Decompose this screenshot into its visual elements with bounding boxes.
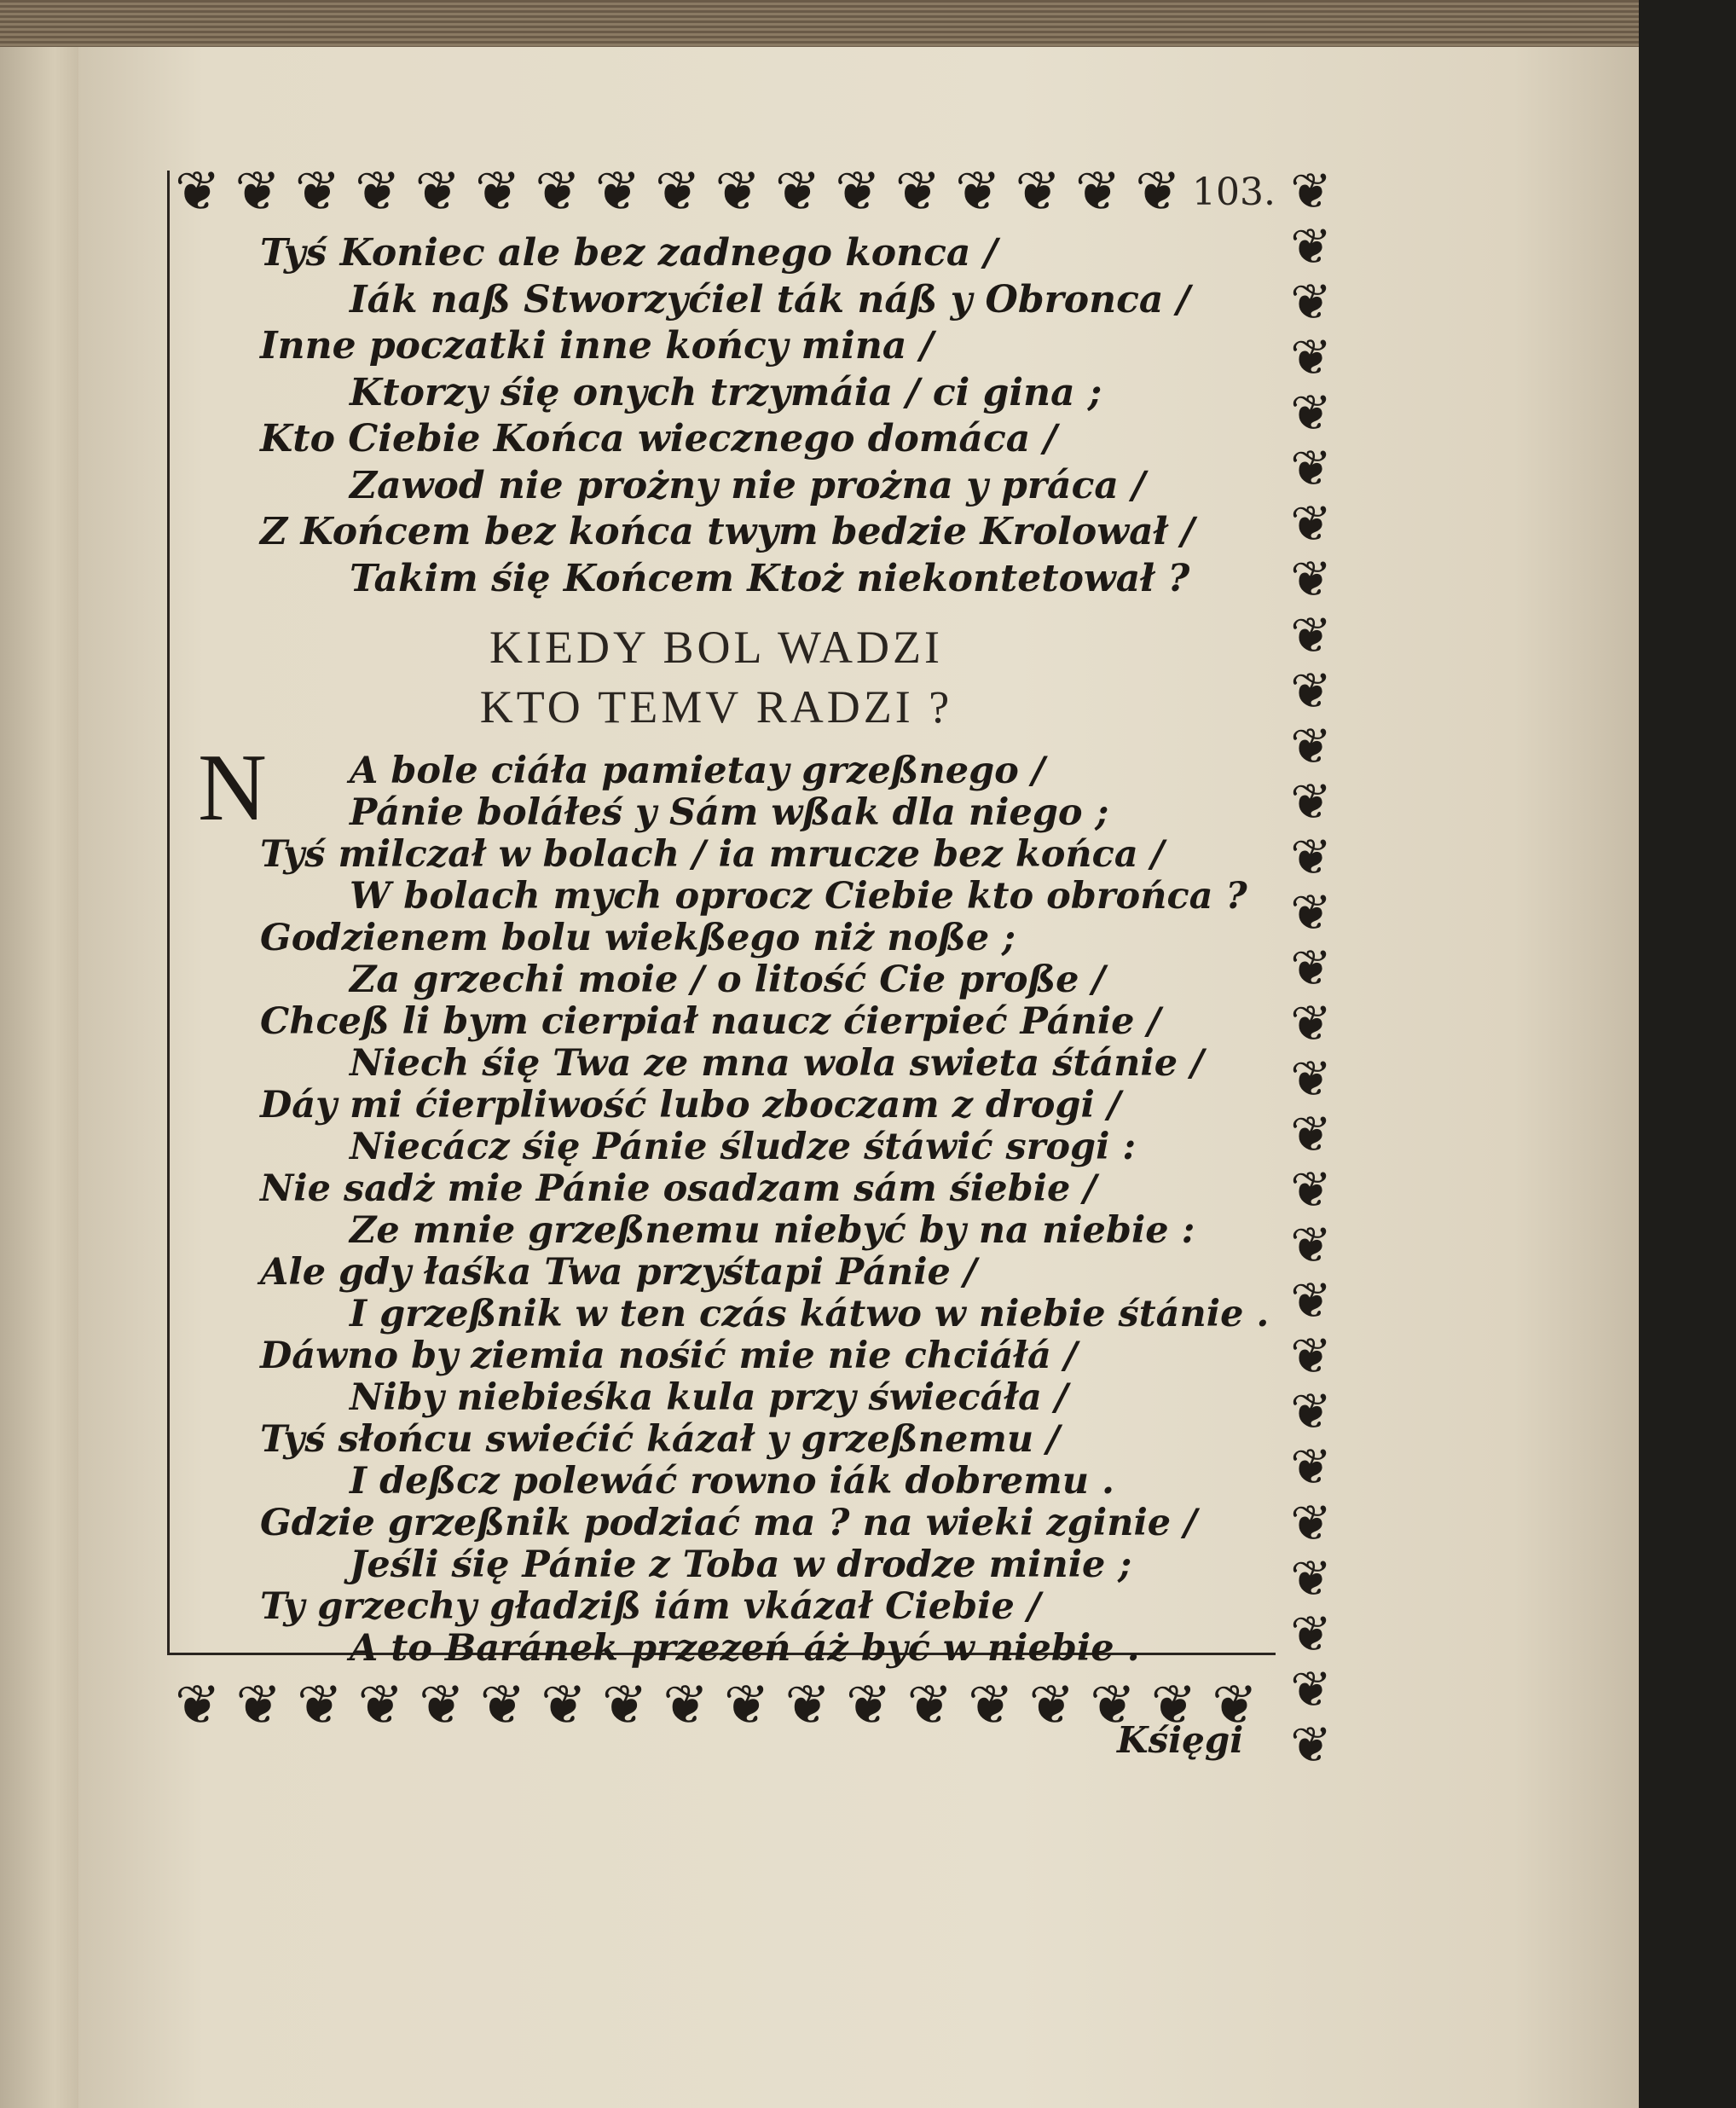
verse-line: Inne poczatki inne końcy mina / — [260, 324, 934, 368]
fleuron-ornament-icon: ❦ — [414, 160, 461, 223]
section-heading-line-1: KIEDY BOL WADZI — [489, 622, 943, 673]
fleuron-ornament-icon: ❦ — [1290, 1659, 1332, 1718]
fleuron-ornament-icon: ❦ — [1074, 160, 1121, 223]
fleuron-ornament-icon: ❦ — [234, 160, 281, 223]
fleuron-ornament-icon: ❦ — [1290, 772, 1332, 831]
fleuron-ornament-icon: ❦ — [1290, 1604, 1332, 1663]
verse-line: Kto Ciebie Końca wiecznego domáca / — [260, 417, 1057, 460]
fleuron-ornament-icon: ❦ — [357, 1674, 404, 1737]
poem-line: Dáwno by ziemia nośić mie nie chciáłá / — [260, 1335, 1078, 1377]
fleuron-ornament-icon: ❦ — [474, 160, 521, 223]
fleuron-ornament-icon: ❦ — [1290, 716, 1332, 775]
fleuron-ornament-icon: ❦ — [1212, 1674, 1258, 1737]
fleuron-ornament-icon: ❦ — [479, 1674, 526, 1737]
fleuron-ornament-icon: ❦ — [1290, 1715, 1332, 1769]
poem-body — [260, 750, 1270, 1670]
poem-line: A bole ciáła pamietay grzeßnego / — [350, 750, 1045, 792]
fleuron-ornament-icon: ❦ — [968, 1674, 1014, 1737]
fleuron-ornament-icon: ❦ — [541, 1674, 587, 1737]
fleuron-ornament-icon: ❦ — [535, 160, 581, 223]
fleuron-ornament-icon: ❦ — [846, 1674, 892, 1737]
catchword: Kśięgi — [1117, 1719, 1244, 1761]
ornament-border-bottom — [175, 1659, 1258, 1752]
fleuron-ornament-icon: ❦ — [175, 160, 221, 223]
fleuron-ornament-icon: ❦ — [1290, 550, 1332, 609]
poem-line: Nie sadż mie Pánie osadzam sám śiebie / — [260, 1167, 1097, 1210]
poem-line: Chceß li bym cierpiał naucz ćierpieć Pánie / — [260, 1000, 1161, 1043]
fleuron-ornament-icon: ❦ — [1290, 993, 1332, 1052]
fleuron-ornament-icon: ❦ — [1290, 1438, 1332, 1497]
poem-line: Godzienem bolu wiekßego niż noße ; — [260, 917, 1016, 959]
fleuron-ornament-icon: ❦ — [594, 160, 641, 223]
poem-line: Ty grzechy gładziß iám vkázał Ciebie / — [260, 1585, 1041, 1628]
fleuron-ornament-icon: ❦ — [835, 160, 881, 223]
poem-line: Dáy mi ćierpliwość lubo zboczam z drogi / — [260, 1084, 1121, 1126]
fleuron-ornament-icon: ❦ — [1028, 1674, 1075, 1737]
poem-line: Gdzie grzeßnik podziać ma ? na wieki zginie / — [260, 1502, 1197, 1544]
fleuron-ornament-icon: ❦ — [1290, 605, 1332, 664]
verse-line: Tyś Koniec ale bez zadnego konca / — [260, 231, 998, 275]
fleuron-ornament-icon: ❦ — [175, 1674, 221, 1737]
fleuron-ornament-icon: ❦ — [1290, 938, 1332, 997]
fleuron-ornament-icon: ❦ — [1150, 1674, 1197, 1737]
fleuron-ornament-icon: ❦ — [601, 1674, 648, 1737]
section-heading-line-2: KTO TEMV RADZI ? — [479, 681, 953, 733]
fleuron-ornament-icon: ❦ — [1290, 1327, 1332, 1386]
fleuron-ornament-icon: ❦ — [1290, 439, 1332, 498]
facing-page-edge — [0, 47, 80, 2108]
fleuron-ornament-icon: ❦ — [419, 1674, 465, 1737]
fleuron-ornament-icon: ❦ — [294, 160, 341, 223]
poem-line: Pánie boláłeś y Sám wßak dla niego ; — [350, 791, 1109, 834]
fleuron-ornament-icon: ❦ — [1290, 1216, 1332, 1275]
fleuron-ornament-icon: ❦ — [663, 1674, 709, 1737]
frame-rule-left — [167, 171, 170, 1654]
fleuron-ornament-icon: ❦ — [715, 160, 761, 223]
drop-cap: N — [198, 735, 267, 841]
verse-top — [260, 230, 1224, 602]
fleuron-ornament-icon: ❦ — [1290, 166, 1332, 220]
poem-line: Ale gdy łaśka Twa przyśtapi Pánie / — [260, 1251, 977, 1294]
verse-line: Iák naß Stworzyćiel ták náß y Obronca / — [350, 277, 1190, 321]
poem-line: I deßcz polewáć rowno iák dobremu . — [350, 1460, 1114, 1503]
fleuron-ornament-icon: ❦ — [1290, 827, 1332, 886]
fleuron-ornament-icon: ❦ — [1290, 328, 1332, 387]
fleuron-ornament-icon: ❦ — [1290, 1105, 1332, 1164]
ornament-border-top — [175, 158, 1181, 226]
fleuron-ornament-icon: ❦ — [1290, 273, 1332, 332]
poem-line: Tyś milczał w bolach / ia mrucze bez końca / — [260, 833, 1165, 876]
fleuron-ornament-icon: ❦ — [1290, 1493, 1332, 1552]
verse-line: Takim śię Końcem Ktoż niekontetował ? — [350, 556, 1190, 600]
fleuron-ornament-icon: ❦ — [1290, 495, 1332, 553]
fleuron-ornament-icon: ❦ — [1290, 1549, 1332, 1607]
fleuron-ornament-icon: ❦ — [1135, 160, 1181, 223]
fleuron-ornament-icon: ❦ — [1090, 1674, 1136, 1737]
page-number: 103. — [1192, 171, 1276, 214]
fleuron-ornament-icon: ❦ — [774, 160, 821, 223]
fleuron-ornament-icon: ❦ — [1290, 1382, 1332, 1441]
poem-line: Tyś słońcu swiećić kázał y grzeßnemu / — [260, 1418, 1060, 1461]
fleuron-ornament-icon: ❦ — [1290, 883, 1332, 941]
fleuron-ornament-icon: ❦ — [1015, 160, 1062, 223]
fleuron-ornament-icon: ❦ — [1290, 1161, 1332, 1219]
fleuron-ornament-icon: ❦ — [1290, 661, 1332, 720]
ornament-border-right — [1270, 166, 1351, 1769]
fleuron-ornament-icon: ❦ — [723, 1674, 770, 1737]
poem-line: Niecácz śię Pánie śludze śtáwić srogi : — [350, 1126, 1137, 1168]
verse-line: Z Końcem bez końca twym bedzie Krolował / — [260, 510, 1195, 553]
fleuron-ornament-icon: ❦ — [784, 1674, 831, 1737]
fleuron-ornament-icon: ❦ — [906, 1674, 953, 1737]
background-right — [1639, 0, 1736, 2108]
fleuron-ornament-icon: ❦ — [1290, 217, 1332, 276]
fleuron-ornament-icon: ❦ — [1290, 1050, 1332, 1108]
fleuron-ornament-icon: ❦ — [235, 1674, 282, 1737]
poem-line: W bolach mych oprocz Ciebie kto obrońca ? — [350, 875, 1247, 918]
fleuron-ornament-icon: ❦ — [355, 160, 401, 223]
verse-line: Ktorzy śię onych trzymáia / ci gina ; — [350, 370, 1102, 414]
fleuron-ornament-icon: ❦ — [655, 160, 701, 223]
poem-line: Niby niebieśka kula przy świecáła / — [350, 1376, 1068, 1419]
fleuron-ornament-icon: ❦ — [1290, 384, 1332, 443]
fleuron-ornament-icon: ❦ — [1290, 1271, 1332, 1330]
fleuron-ornament-icon: ❦ — [297, 1674, 343, 1737]
poem-line: Niech śię Twa ze mna wola swieta śtánie / — [350, 1042, 1204, 1085]
poem-line: I grzeßnik w ten czás kátwo w niebie śtánie . — [350, 1293, 1270, 1335]
poem-line: A to Baránek przezeń áż być w niebie . — [350, 1627, 1140, 1670]
verse-line: Zawod nie prożny nie prożna y práca / — [350, 463, 1146, 507]
fleuron-ornament-icon: ❦ — [955, 160, 1001, 223]
poem-line: Jeśli śię Pánie z Toba w drodze minie ; — [350, 1543, 1132, 1586]
poem-line: Ze mnie grzeßnemu niebyć by na niebie : — [350, 1209, 1195, 1252]
poem-line: Za grzechi moie / o litość Cie proße / — [350, 958, 1106, 1001]
fleuron-ornament-icon: ❦ — [894, 160, 941, 223]
